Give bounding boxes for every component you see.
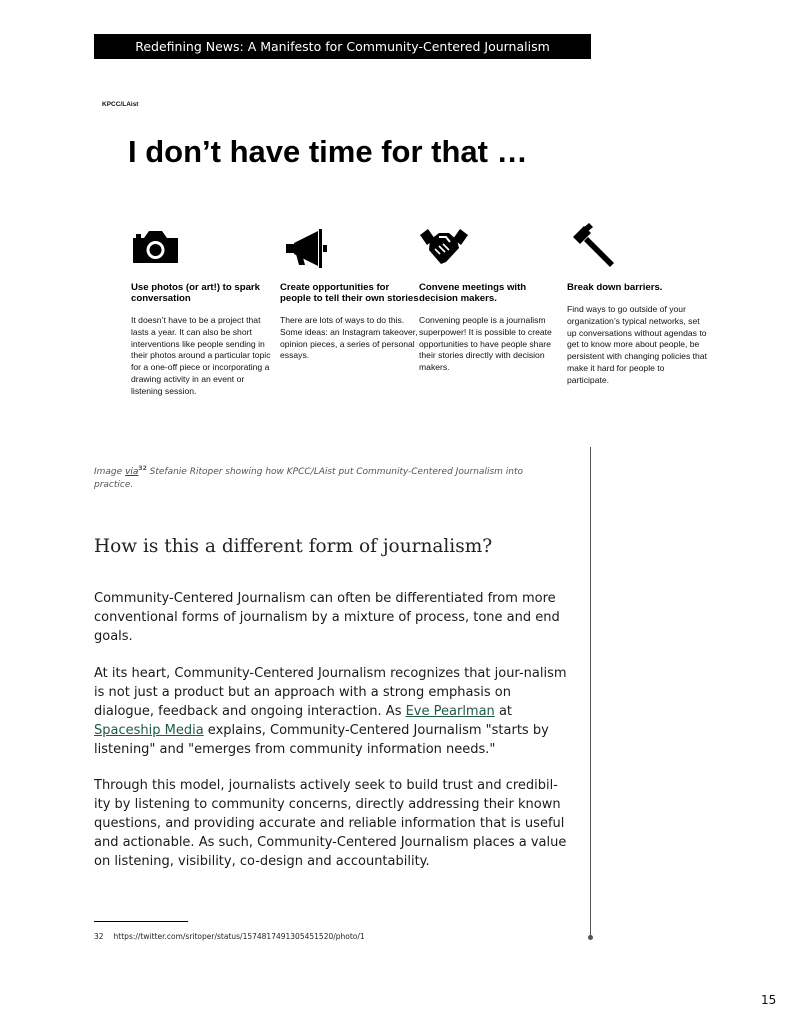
footnote: [94, 932, 365, 941]
tip-column-meetings: [419, 222, 559, 374]
page-number: 15: [761, 993, 777, 1007]
paragraph-1: Community-Centered Journalism can often be differentiated from more conventional forms of journalism by a mixture of process, tone and end goals.: [94, 591, 560, 644]
caption-via-link[interactable]: via: [125, 467, 139, 477]
tip-body: It doesn’t have to be a project that lasts a year. It can also be short interventions like people sending in their photos around a particular topic for a one-off piece or incorporating a drawing activity in an event or listening session.: [131, 315, 271, 396]
camera-icon: [131, 222, 181, 272]
caption-text: Stefanie Ritoper showing how KPCC/LAist put Community-Centered Journalism into practice.: [94, 467, 524, 490]
tip-heading: Break down barriers.: [567, 282, 663, 293]
figure-caption: [94, 462, 564, 492]
caption-prefix: Image: [94, 467, 126, 477]
tip-column-photos: [131, 222, 271, 398]
megaphone-icon: [280, 222, 330, 272]
tip-column-stories: [280, 222, 420, 362]
eve-pearlman-link[interactable]: Eve Pearlman: [405, 704, 495, 719]
paragraph-text: at: [494, 704, 513, 719]
footnote-rule: [94, 921, 188, 922]
tip-heading: Convene meetings with decision makers.: [419, 282, 527, 304]
tip-body: There are lots of ways to do this. Some ideas: an Instagram takeover, opinion pieces, a series of personal essays.: [280, 315, 418, 361]
footnote-ref[interactable]: 32: [138, 465, 147, 472]
section-heading: How is this a different form of journalism?: [94, 536, 493, 557]
tip-heading: Create opportunities for people to tell their own stories: [280, 282, 419, 304]
running-header-title: Redefining News: A Manifesto for Community-Centered Journalism: [135, 39, 550, 54]
paragraph-text: At its heart, Community-Centered Journalism recognizes that jour-nalism is not just a product but an approach with a strong emphasis on dialogue, feedback and ongoing interaction. As: [94, 666, 567, 719]
tip-body: Find ways to go outside of your organization’s typical networks, set up conversations without agendas to get to know more about people, be persistent with changing policies that make it hard for people to participate.: [567, 304, 707, 385]
margin-rule: [590, 447, 591, 936]
margin-rule-dot: [588, 935, 593, 940]
tip-body: Convening people is a journalism superpower! It is possible to create opportunities to have people share their stories directly with decision makers.: [419, 315, 552, 373]
tip-column-barriers: [567, 222, 707, 387]
handshake-icon: [419, 222, 469, 272]
paragraph-2: [94, 664, 569, 759]
figure-source-label: KPCC/LAist: [102, 101, 139, 108]
paragraph-text: explains, Community-Centered Journalism "starts by listening" and "emerges from community information needs.": [94, 723, 549, 757]
hammer-icon: [567, 222, 617, 272]
footnote-number: 32: [94, 932, 104, 941]
footnote-url[interactable]: https://twitter.com/sritoper/status/1574817491305451520/photo/1: [113, 932, 365, 941]
spaceship-media-link[interactable]: Spaceship Media: [94, 723, 204, 738]
tip-heading: Use photos (or art!) to spark conversation: [131, 282, 260, 304]
running-header: [94, 34, 591, 59]
paragraph-3: Through this model, journalists actively seek to build trust and credibil-ity by listening to community concerns, directly addressing their known questions, and providing accurate and reliable information that is useful and actionable. As such, Community-Centered Journalism places a value on listening, visibility, co-design and accountability.: [94, 778, 567, 869]
figure-title: I don’t have time for that …: [128, 134, 528, 169]
